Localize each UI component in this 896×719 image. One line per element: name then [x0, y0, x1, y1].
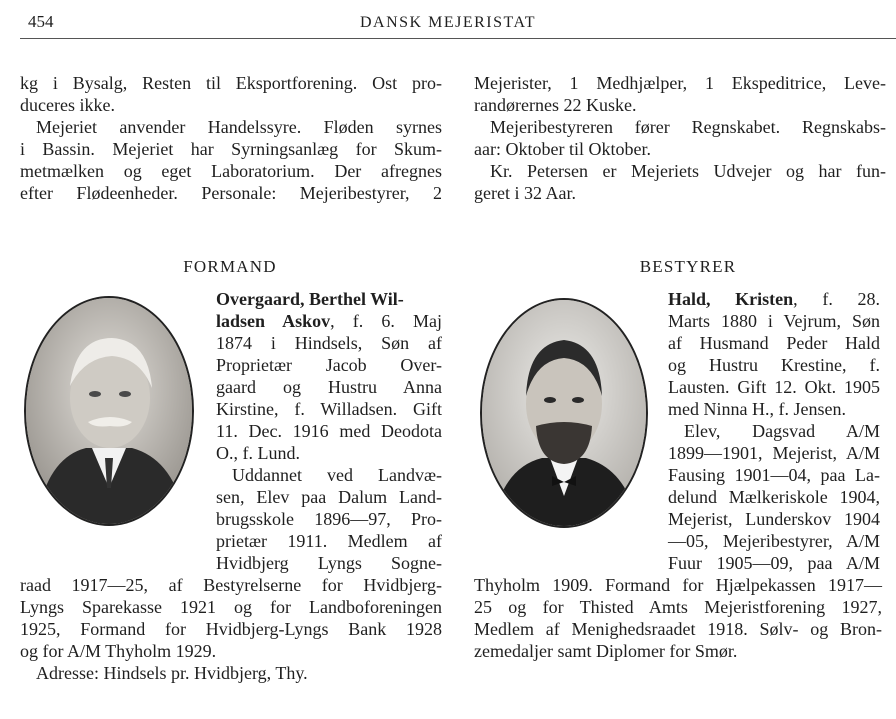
- top-left-text: [20, 72, 442, 204]
- text-line: zemedaljer samt Diplomer for Smør.: [474, 641, 738, 661]
- portrait-photo-hald: [480, 298, 648, 528]
- text-line: Mejerist, Lunderskov 1904: [668, 509, 880, 529]
- text-line: 11. Dec. 1916 med Deodota: [216, 421, 442, 441]
- text-line: af Husmand Peder Hald: [668, 333, 880, 353]
- formand-bio-narrow: [216, 288, 442, 574]
- text-line: metmælken og eget Laboratorium. Der afregnes: [20, 161, 442, 181]
- text-line: gaard og Hustru Anna: [216, 377, 442, 397]
- text-line: og for A/M Thyholm 1929.: [20, 641, 217, 661]
- text-line: efter Flødeenheder. Personale: Mejeribestyrer, 2: [20, 183, 442, 203]
- text-line: Mejeriet anvender Handelssyre. Fløden syrnes: [36, 117, 442, 137]
- text-line: Thyholm 1909. Formand for Hjælpekassen 1917—: [474, 575, 882, 595]
- text-line: —05, Mejeribestyrer, A/M: [668, 531, 880, 551]
- text-line: delund Mælkeriskole 1904,: [668, 487, 880, 507]
- person-name: ladsen Askov: [216, 311, 331, 331]
- text-line: kg i Bysalg, Resten til Eksportforening. Ost pro-: [20, 73, 442, 93]
- text-line: Elev, Dagsvad A/M: [684, 421, 880, 441]
- text-line: 1874 i Hindsels, Søn af: [216, 333, 442, 353]
- text-line: Mejeribestyreren fører Regnskabet. Regnskabs-: [490, 117, 886, 137]
- header-rule: [20, 38, 896, 39]
- text-line: Kirstine, f. Willadsen. Gift: [216, 399, 442, 419]
- text-line: Medlem af Menighedsraadet 1918. Sølv- og Bron-: [474, 619, 882, 639]
- bestyrer-bio-wide: [474, 574, 882, 662]
- text-line: ladsen Askov, f. 6. Maj: [216, 311, 442, 331]
- portrait-photo-overgaard: [24, 296, 194, 526]
- text-line: geret i 32 Aar.: [474, 183, 576, 203]
- top-right-text: [474, 72, 886, 204]
- text-line: Fausing 1901—04, paa La-: [668, 465, 880, 485]
- section-heading-bestyrer: BESTYRER: [639, 257, 737, 276]
- text-line: Hvidbjerg Lyngs Sogne-: [216, 553, 442, 573]
- text-line: brugsskole 1896—97, Pro-: [216, 509, 442, 529]
- person-name: Hald, Kristen: [668, 289, 794, 309]
- portrait-image: [482, 300, 646, 526]
- text-line: og Hustru Krestine, f.: [668, 355, 880, 375]
- text-line: raad 1917—25, af Bestyrelserne for Hvidbjerg-: [20, 575, 442, 595]
- text-line: Hald, Kristen, f. 28.: [668, 289, 880, 309]
- text-line: aar: Oktober til Oktober.: [474, 139, 651, 159]
- text-line: O., f. Lund.: [216, 443, 300, 463]
- text-line: 25 og for Thisted Amts Mejeristforening 1927,: [474, 597, 882, 617]
- section-heading-formand: FORMAND: [183, 257, 277, 276]
- address-line: Adresse: Hindsels pr. Hvidbjerg, Thy.: [36, 663, 308, 683]
- text-line: 1899—1901, Mejerist, A/M: [668, 443, 880, 463]
- formand-bio-wide: [20, 574, 442, 684]
- text-line: Proprietær Jacob Over-: [216, 355, 442, 375]
- text-line: Kr. Petersen er Mejeriets Udvejer og har fun-: [490, 161, 886, 181]
- text-line: Lausten. Gift 12. Okt. 1905: [668, 377, 880, 397]
- text-line: sen, Elev paa Dalum Land-: [216, 487, 442, 507]
- text-line: Mejerister, 1 Medhjælper, 1 Ekspeditrice, Leve-: [474, 73, 886, 93]
- text-line: Uddannet ved Landvæ-: [232, 465, 442, 485]
- person-name: Overgaard, Berthel Wil-: [216, 289, 404, 309]
- text-line: med Ninna H., f. Jensen.: [668, 399, 846, 419]
- text-line: Lyngs Sparekasse 1921 og for Landboforeningen: [20, 597, 442, 617]
- text-line: 1925, Formand for Hvidbjerg-Lyngs Bank 1928: [20, 619, 442, 639]
- page-number: 454: [28, 12, 54, 31]
- text-line: Fuur 1905—09, paa A/M: [668, 553, 880, 573]
- text-line: [216, 288, 442, 310]
- text-line: Marts 1880 i Vejrum, Søn: [668, 311, 880, 331]
- text-line: duceres ikke.: [20, 95, 115, 115]
- running-title: DANSK MEJERISTAT: [359, 14, 537, 31]
- portrait-image: [26, 298, 192, 524]
- text-line: prietær 1911. Medlem af: [216, 531, 442, 551]
- text-line: randørernes 22 Kuske.: [474, 95, 637, 115]
- text-line: i Bassin. Mejeriet har Syrningsanlæg for Skum-: [20, 139, 442, 159]
- bestyrer-bio-narrow: [668, 288, 880, 574]
